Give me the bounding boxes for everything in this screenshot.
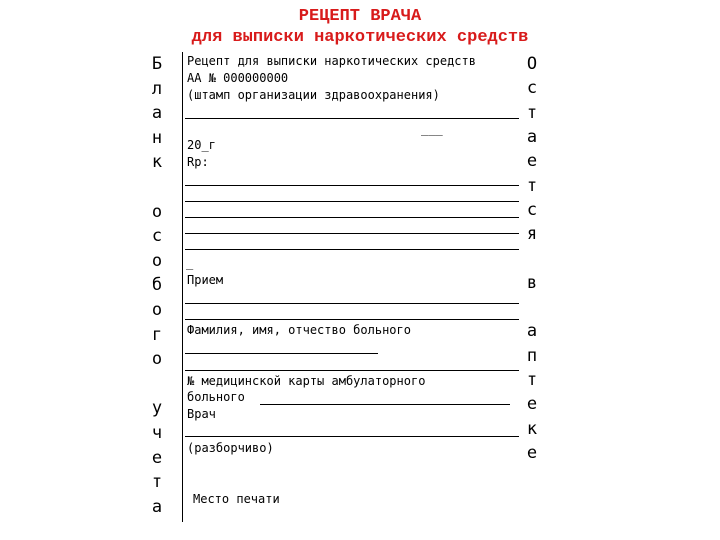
left-letter: е: [151, 447, 163, 468]
title-line-1: РЕЦЕПТ ВРАЧА: [298, 7, 422, 26]
right-letter: к: [526, 418, 538, 439]
form-heading: Рецепт для выписки наркотических средств: [187, 54, 476, 68]
rp-line-5: [185, 249, 519, 250]
left-letter: о: [151, 349, 163, 370]
right-letter: е: [526, 151, 538, 172]
right-letter: т: [526, 175, 538, 196]
left-letter: а: [151, 103, 163, 124]
stamp-hint: (штамп организации здравоохранения): [187, 88, 440, 102]
left-letter: о: [151, 250, 163, 271]
patient-name-line-2: [185, 370, 519, 371]
right-letter: а: [526, 126, 538, 147]
rp-line-2: [185, 201, 519, 202]
single-underscore: _: [186, 256, 194, 270]
left-letter: к: [151, 152, 163, 173]
series-number: АА № 000000000: [187, 71, 289, 85]
right-letter: т: [526, 102, 538, 123]
left-letter: а: [151, 496, 163, 517]
right-letter: я: [526, 224, 538, 245]
left-letter: г: [151, 324, 163, 345]
right-letter: п: [526, 345, 538, 366]
intake-line-2: [185, 319, 519, 320]
rp-line-3: [185, 217, 519, 218]
intake-line-1: [185, 303, 519, 304]
short-dash: ___: [421, 122, 443, 136]
right-letter: с: [526, 199, 538, 220]
left-letter: Б: [151, 54, 163, 74]
patient-name-line: [185, 353, 378, 354]
right-letter: с: [526, 78, 538, 99]
left-letter: ч: [151, 423, 163, 443]
rp-line-4: [185, 233, 519, 234]
right-letter: е: [526, 442, 538, 463]
date-year: 20_г: [187, 138, 216, 152]
right-letter: О: [526, 54, 538, 74]
prescription-form: [182, 52, 520, 522]
seal-label: Место печати: [193, 492, 280, 506]
stamp-line: [185, 118, 519, 119]
card-number-line: [260, 404, 510, 405]
rp-label: Rp:: [187, 155, 209, 169]
left-letter: л: [151, 78, 163, 99]
card-label: № медицинской карты амбулаторного: [187, 374, 426, 388]
left-letter: т: [151, 472, 163, 493]
left-letter: о: [151, 201, 163, 222]
right-letter: е: [526, 394, 538, 415]
left-letter: о: [151, 300, 163, 320]
left-letter: у: [151, 398, 163, 419]
doctor-label: Врач: [187, 407, 216, 421]
right-letter: т: [526, 369, 538, 390]
right-letter: в: [526, 272, 538, 293]
patient-name-label: Фамилия, имя, отчество больного: [187, 323, 411, 337]
legible-hint: (разборчиво): [187, 441, 274, 455]
title-line-2: для выписки наркотических средств: [191, 28, 529, 47]
patient-label: больного: [187, 390, 245, 404]
right-letter: а: [526, 321, 538, 342]
left-letter: б: [151, 275, 163, 296]
left-letter: с: [151, 226, 163, 247]
intake-label: Прием: [187, 273, 224, 287]
doctor-line: [185, 436, 519, 437]
left-letter: н: [151, 127, 163, 148]
rp-line-1: [185, 185, 519, 186]
